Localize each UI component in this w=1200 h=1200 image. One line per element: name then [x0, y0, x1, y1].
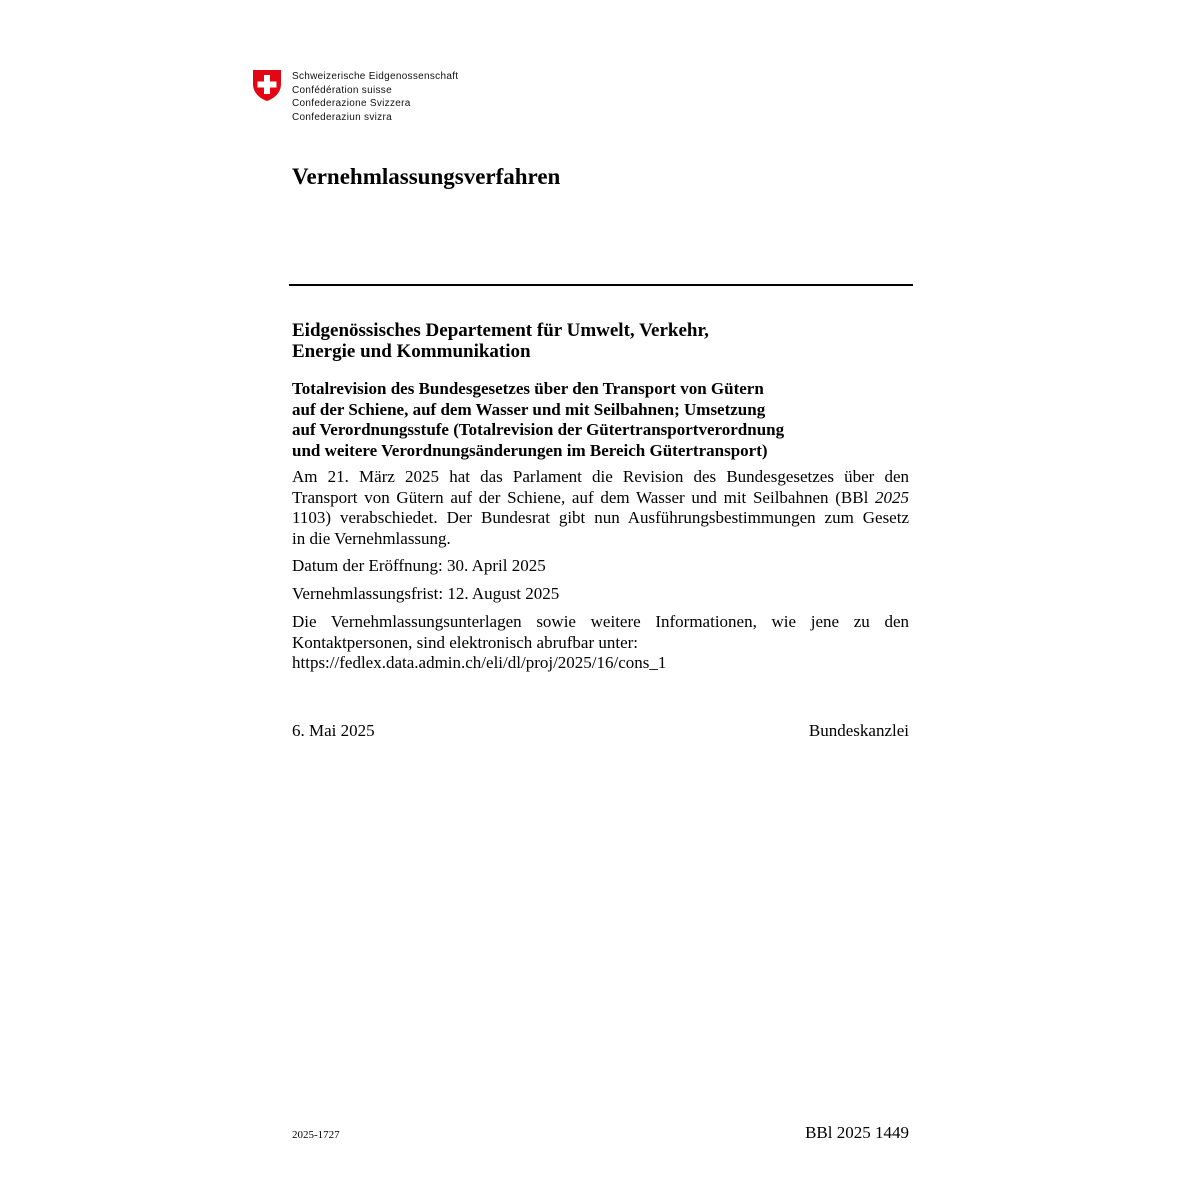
subject-line: auf der Schiene, auf dem Wasser und mit Seilbahnen; Umsetzung [292, 399, 766, 419]
page-title: Vernehmlassungsverfahren [292, 164, 561, 189]
confederation-name-rm: Confederaziun svizra [292, 111, 392, 123]
intro-line-text: Transport von Gütern auf der Schiene, auf dem Wasser und mit Seilbahnen (BBl [292, 487, 869, 507]
issuer: Bundeskanzlei [808, 721, 909, 740]
confederation-name-de: Schweizerische Eidgenossenschaft [292, 71, 459, 82]
swiss-coat-of-arms-icon [252, 69, 282, 102]
intro-paragraph [292, 467, 909, 549]
department-heading [292, 320, 709, 362]
cross-horizontal-bar [258, 82, 277, 88]
subject-line: und weitere Verordnungsänderungen im Bereich Gütertransport) [292, 440, 768, 460]
consultation-url-link[interactable]: https://fedlex.data.admin.ch/eli/dl/proj/2025/16/cons_1 [292, 653, 667, 672]
opening-date [292, 556, 909, 577]
intro-line: in die Vernehmlassung. [292, 528, 451, 548]
citation-year: 2025 [875, 487, 910, 507]
subject-line: auf Verordnungsstufe (Totalrevision der Gütertransportverordnung [292, 420, 785, 439]
deadline-text: Vernehmlassungsfrist: 12. August 2025 [292, 584, 560, 603]
department-line: Eidgenössisches Departement für Umwelt, Verkehr, [292, 320, 709, 341]
documents-line: Die Vernehmlassungsunterlagen sowie weitere Informationen, wie jene zu den [292, 612, 909, 631]
confederation-name-block [292, 70, 458, 124]
federal-gazette-citation: BBl 2025 1449 [805, 1123, 909, 1142]
intro-line [292, 488, 909, 509]
intro-line: Am 21. März 2025 hat das Parlament die Revision des Bundesgesetzes über den [292, 467, 909, 486]
confederation-name-fr: Confédération suisse [292, 84, 392, 96]
opening-date-text: Datum der Eröffnung: 30. April 2025 [292, 556, 546, 575]
documents-line: Kontaktpersonen, sind elektronisch abrufbar unter: [292, 632, 639, 652]
publication-date: 6. Mai 2025 [292, 721, 375, 740]
intro-line: 1103) verabschiedet. Der Bundesrat gibt nun Ausführungsbestimmungen zum Gesetz [292, 508, 909, 527]
department-line: Energie und Kommunikation [292, 341, 531, 362]
documents-paragraph [292, 612, 909, 674]
document-number: 2025-1727 [292, 1129, 340, 1141]
subject-line: Totalrevision des Bundesgesetzes über den Transport von Gütern [292, 379, 764, 398]
confederation-name-it: Confederazione Svizzera [292, 98, 411, 109]
subject-heading [292, 379, 784, 461]
consultation-deadline [292, 584, 909, 605]
horizontal-divider [289, 284, 913, 286]
